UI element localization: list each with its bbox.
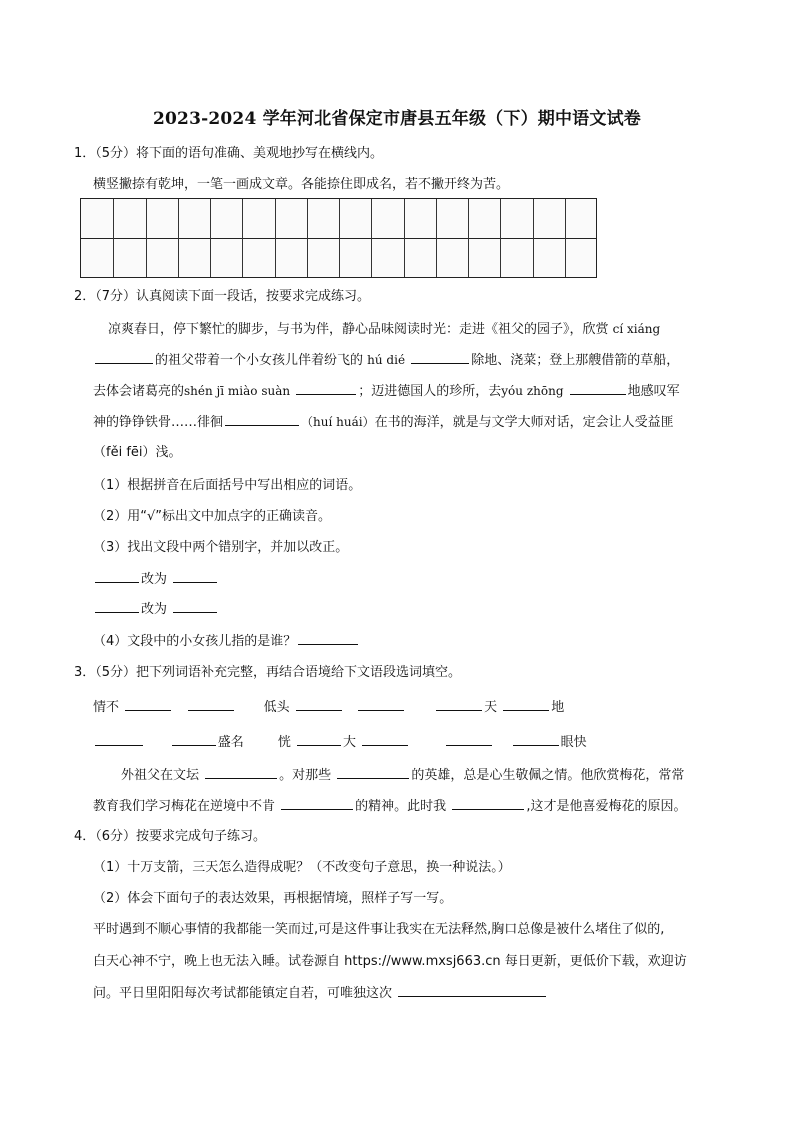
- blank-huihuai[interactable]: [225, 413, 299, 426]
- grid-column-line: [371, 199, 372, 277]
- word-blank[interactable]: [446, 733, 492, 746]
- q3-text: 的精神。此时我: [355, 799, 447, 814]
- q2-text: 除地、浇菜；登上那艘借箭的草船，: [471, 353, 680, 368]
- word-qingbu: 情不: [93, 700, 120, 715]
- q2-correction-row-1: [93, 570, 219, 589]
- q2-para-line-3: [93, 382, 680, 401]
- blank-cixiang[interactable]: [95, 351, 153, 364]
- q2-text: 凉爽春日，停下繁忙的脚步，与书为伴，静心品味阅读时光：走进《祖父的园子》，欣赏: [108, 322, 609, 337]
- fill-blank[interactable]: [281, 797, 353, 810]
- word-da: 大: [342, 735, 356, 750]
- grid-column-line: [533, 199, 534, 277]
- grid-column-line: [307, 199, 308, 277]
- word-blank[interactable]: [172, 733, 216, 746]
- q4-para-line-1: 平时遇到不顺心事情的我都能一笑而过,可是这件事让我实在无法释然,胸口总像是被什么堵住了似的,: [93, 922, 665, 937]
- q1-sentence: 横竖撇捺有乾坤，一笔一画成文章。各能捺住即成名，若不撇开终为苦。: [93, 177, 510, 192]
- blank-hudie[interactable]: [411, 351, 469, 364]
- q3-header: 3．（5分）把下列词语补充完整，再结合语境给下文语段选词填空。: [74, 665, 462, 680]
- q4-header: 4．（6分）按要求完成句子练习。: [74, 829, 267, 844]
- word-blank[interactable]: [362, 733, 408, 746]
- correct-char-blank[interactable]: [173, 600, 217, 613]
- pinyin-cixiang: cí xiáng: [612, 322, 661, 336]
- grid-column-line: [565, 199, 566, 277]
- correct-char-blank[interactable]: [173, 570, 217, 583]
- grid-column-line: [146, 199, 147, 277]
- q2-sub-2: （2）用“√”标出文中加点字的正确读音。: [93, 509, 332, 524]
- writing-grid[interactable]: [80, 198, 597, 278]
- q3-para-line-1: [121, 766, 684, 785]
- grid-column-line: [468, 199, 469, 277]
- q3-words-row-1: [93, 698, 564, 717]
- q2-sub-4-text: （4）文段中的小女孩儿指的是谁？: [93, 634, 297, 649]
- q4-para-line-3: [93, 984, 548, 1003]
- q1-header: 1．（5分）将下面的语句准确、美观地抄写在横线内。: [74, 146, 384, 161]
- word-blank[interactable]: [358, 698, 404, 711]
- q4-para-line-2: 白天心神不宁，晚上也无法入睡。试卷源自 https://www.mxsj663.cn 每日更新，更低价下载，欢迎访: [93, 954, 687, 969]
- word-blank[interactable]: [297, 733, 341, 746]
- word-shengming: 盛名: [217, 735, 244, 750]
- pinyin-shenjimiaosuan: shén jī miào suàn: [184, 384, 291, 398]
- word-blank[interactable]: [513, 733, 559, 746]
- answer-blank[interactable]: [398, 984, 546, 997]
- wrong-char-blank[interactable]: [95, 570, 139, 583]
- blank-girl[interactable]: [298, 632, 358, 645]
- grid-column-line: [500, 199, 501, 277]
- q2-correction-row-2: [93, 600, 219, 619]
- q2-text: 在书的海洋，就是与文学大师对话，定会让人受益匪: [374, 415, 674, 430]
- grid-column-line: [436, 199, 437, 277]
- grid-column-line: [242, 199, 243, 277]
- q3-text: 教育我们学习梅花在逆境中不肯: [93, 799, 276, 814]
- q2-para-line-4: [93, 413, 674, 432]
- q3-text: 。对那些: [279, 768, 332, 783]
- q3-text: ,这才是他喜爱梅花的原因。: [526, 799, 687, 814]
- q4-sub-1: （1）十万支箭，三天怎么造得成呢？（不改变句子意思，换一种说法。）: [93, 860, 511, 875]
- q3-para-line-2: [93, 797, 686, 816]
- word-yankuai: 眼快: [560, 735, 587, 750]
- q4-text: 问。平日里阳阳每次考试都能镇定自若，可唯独这次: [93, 986, 393, 1001]
- gaiwei-label: 改为: [141, 572, 168, 587]
- word-blank[interactable]: [503, 698, 549, 711]
- word-blank[interactable]: [296, 698, 342, 711]
- blank-youzhong[interactable]: [570, 382, 626, 395]
- grid-column-line: [275, 199, 276, 277]
- grid-column-line: [210, 199, 211, 277]
- gaiwei-label: 改为: [141, 602, 168, 617]
- pinyin-youzhong: yóu zhōng: [501, 384, 564, 398]
- q2-text: 去体会诸葛亮的: [93, 384, 185, 399]
- pinyin-hudie: hú dié: [367, 353, 406, 367]
- page-title: 2023-2024 学年河北省保定市唐县五年级（下）期中语文试卷: [152, 109, 641, 129]
- q3-words-row-2: [93, 733, 587, 752]
- q3-text: 外祖父在文坛: [121, 768, 200, 783]
- grid-column-line: [113, 199, 114, 277]
- q2-text: 神的铮铮铁骨……徘徊: [93, 415, 224, 430]
- pinyin-huihuai: （huí huái）: [301, 415, 375, 429]
- q2-text: 地感叹军: [627, 384, 680, 399]
- blank-shenjimiaosuan[interactable]: [296, 382, 356, 395]
- grid-column-line: [404, 199, 405, 277]
- fill-blank[interactable]: [205, 766, 277, 779]
- q2-sub-1: （1）根据拼音在后面括号中写出相应的词语。: [93, 478, 362, 493]
- fill-blank[interactable]: [452, 797, 524, 810]
- q2-para-line-5: （fěi fēi）浅。: [93, 445, 182, 460]
- word-blank[interactable]: [125, 698, 171, 711]
- wrong-char-blank[interactable]: [95, 600, 139, 613]
- word-di: 地: [551, 700, 565, 715]
- word-blank[interactable]: [95, 733, 143, 746]
- q2-text: 的祖父带着一个小女孩儿伴着纷飞的: [155, 353, 364, 368]
- q2-header: 2．（7分）认真阅读下面一段话，按要求完成练习。: [74, 289, 371, 304]
- word-tian: 天: [484, 700, 498, 715]
- grid-column-line: [339, 199, 340, 277]
- q2-para-line-2: [93, 351, 679, 370]
- q2-text: ；迈进德国人的珍所，去: [358, 384, 502, 399]
- fill-blank[interactable]: [337, 766, 409, 779]
- grid-column-line: [178, 199, 179, 277]
- word-ditou: 低头: [263, 700, 290, 715]
- q4-sub-2: （2）体会下面句子的表达效果，再根据情境，照样子写一写。: [93, 891, 453, 906]
- q3-text: 的英雄，总是心生敬佩之情。他欣赏梅花，常常: [411, 768, 685, 783]
- word-blank[interactable]: [188, 698, 234, 711]
- q2-sub-4: [93, 632, 360, 651]
- q2-sub-3: （3）找出文段中两个错别字，并加以改正。: [93, 540, 349, 555]
- q2-para-line-1: [108, 320, 660, 339]
- word-blank[interactable]: [436, 698, 482, 711]
- word-huang: 恍: [277, 735, 291, 750]
